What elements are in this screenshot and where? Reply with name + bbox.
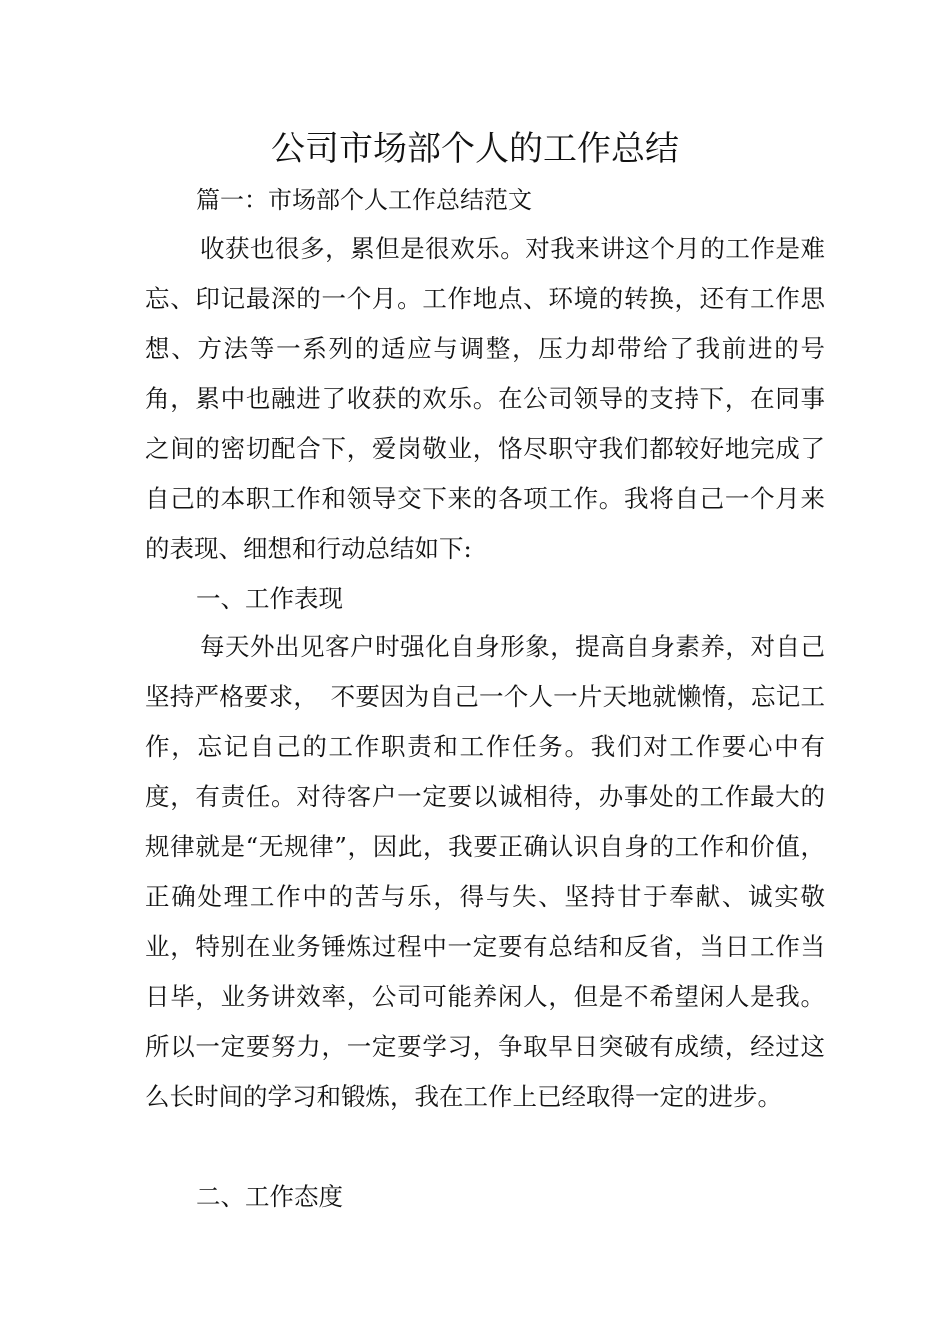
section-heading-work-attitude: 二、工作态度 (196, 1182, 343, 1211)
paragraph-intro: 收获也很多，累但是很欢乐。对我来讲这个月的工作是难忘、印记最深的一个月。工作地点、环境的转换，还有工作思想、方法等一系列的适应与调整，压力却带给了我前进的号角，累中也融进了收获的欢乐。在公司领导的支持下，在同事之间的密切配合下，爱岗敬业，恪尽职守我们都较好地完成了自己的本职工作和领导交下来的各项工作。我将自己一个月来的表现、细想和行动总结如下: (145, 234, 825, 563)
document-subtitle: 篇一：市场部个人工作总结范文 (196, 186, 532, 214)
document-title: 公司市场部个人的工作总结 (271, 129, 679, 169)
section-heading-work-performance: 一、工作表现 (196, 584, 343, 613)
paragraph-work-performance: 每天外出见客户时强化自身形象，提高自身素养，对自己坚持严格要求， 不要因为自己一个人一片天地就懒惰，忘记工作，忘记自己的工作职责和工作任务。我们对工作要心中有度，有责任。对待客户一定要以诚相待，办事处的工作最大的规律就是“无规律”，因此，我要正确认识自身的工作和价值，正确处理工作中的苦与乐，得与失、坚持甘于奉献、诚实敬业，特别在业务锤炼过程中一定要有总结和反省，当日工作当日毕，业务讲效率，公司可能养闲人，但是不希望闲人是我。所以一定要努力，一定要学习，争取早日突破有成绩，经过这么长时间的学习和锻炼，我在工作上已经取得一定的进步。 (145, 632, 825, 1111)
